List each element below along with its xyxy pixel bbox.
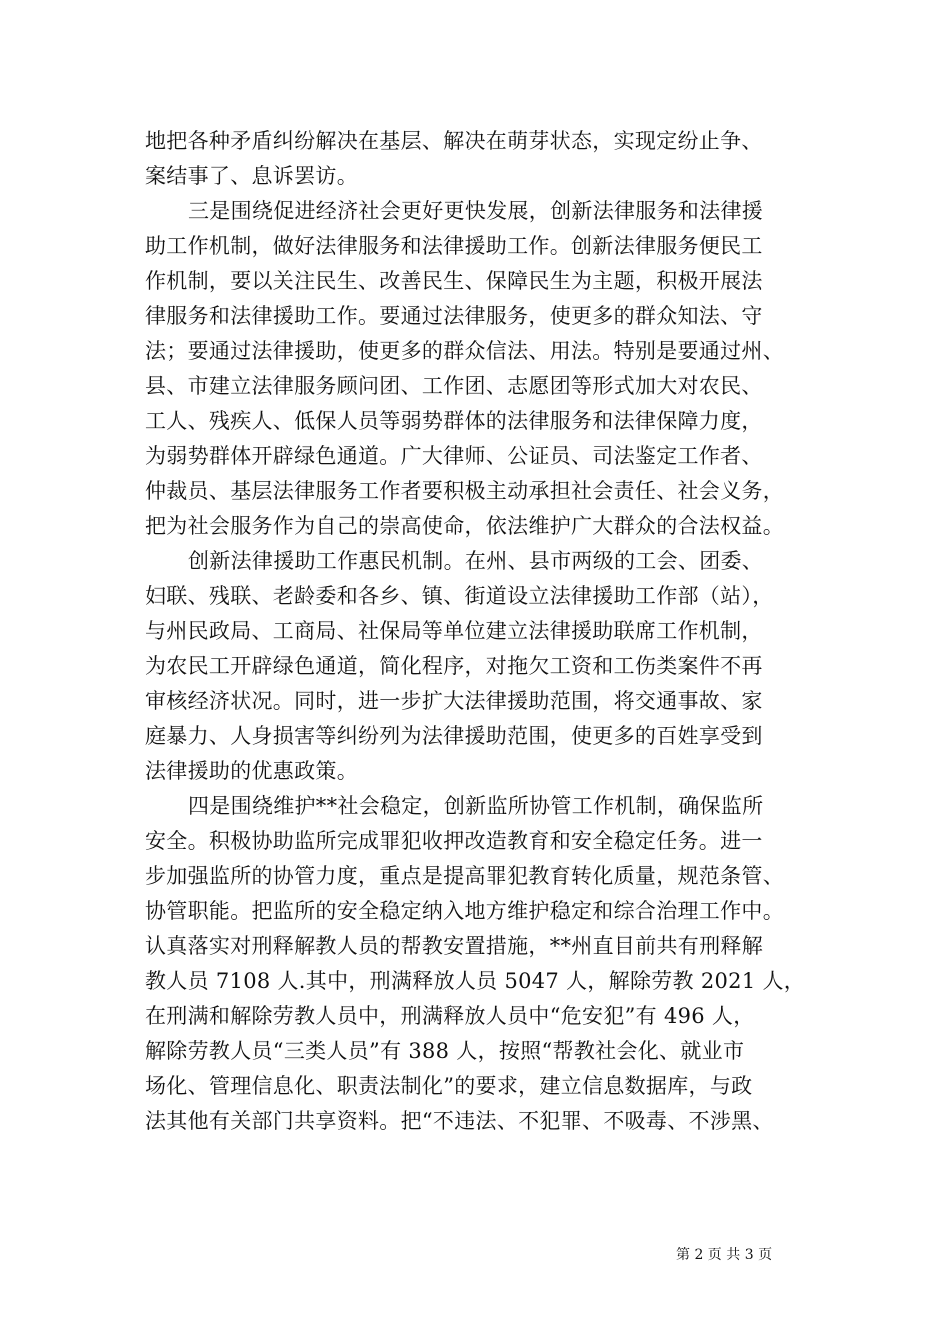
text-line: 助工作机制，做好法律服务和法律援助工作。创新法律服务便民工 bbox=[145, 234, 763, 258]
text-line: 在刑满和解除劳教人员中，刑满释放人员中“危安犯”有 496 人， bbox=[145, 1004, 755, 1028]
text-line: 与州民政局、工商局、社保局等单位建立法律援助联席工作机制， bbox=[145, 619, 763, 643]
text-line: 律服务和法律援助工作。要通过法律服务，使更多的群众知法、守 bbox=[145, 304, 763, 328]
paragraph-start-line: 创新法律援助工作惠民机制。在州、县市两级的工会、团委、 bbox=[188, 549, 764, 573]
text-line: 仲裁员、基层法律服务工作者要积极主动承担社会责任、社会义务， bbox=[145, 479, 784, 503]
text-line: 庭暴力、人身损害等纠纷列为法律援助范围，使更多的百姓享受到 bbox=[145, 724, 763, 748]
text-line: 法其他有关部门共享资料。把“不违法、不犯罪、不吸毒、不涉黑、 bbox=[145, 1109, 774, 1133]
text-line: 地把各种矛盾纠纷解决在基层、解决在萌芽状态，实现定纷止争、 bbox=[145, 129, 763, 153]
text-line: 把为社会服务作为自己的崇高使命，依法维护广大群众的合法权益。 bbox=[145, 514, 784, 538]
text-line: 工人、残疾人、低保人员等弱势群体的法律服务和法律保障力度， bbox=[145, 409, 763, 433]
text-line: 法律援助的优惠政策。 bbox=[145, 759, 358, 783]
paragraph-start-line: 四是围绕维护**社会稳定，创新监所协管工作机制，确保监所 bbox=[188, 794, 764, 818]
text-line: 法；要通过法律援助，使更多的群众信法、用法。特别是要通过州、 bbox=[145, 339, 784, 363]
text-line: 妇联、残联、老龄委和各乡、镇、街道设立法律援助工作部（站）， bbox=[145, 584, 774, 608]
text-line: 为农民工开辟绿色通道，简化程序，对拖欠工资和工伤类案件不再 bbox=[145, 654, 763, 678]
text-line: 县、市建立法律服务顾问团、工作团、志愿团等形式加大对农民、 bbox=[145, 374, 763, 398]
text-line: 审核经济状况。同时，进一步扩大法律援助范围，将交通事故、家 bbox=[145, 689, 763, 713]
text-line: 认真落实对刑释解教人员的帮教安置措施，**州直目前共有刑释解 bbox=[145, 934, 763, 958]
text-line: 案结事了、息诉罢访。 bbox=[145, 164, 358, 188]
text-line: 步加强监所的协管力度，重点是提高罪犯教育转化质量，规范条管、 bbox=[145, 864, 784, 888]
text-line: 为弱势群体开辟绿色通道。广大律师、公证员、司法鉴定工作者、 bbox=[145, 444, 763, 468]
text-line: 场化、管理信息化、职责法制化”的要求，建立信息数据库，与政 bbox=[145, 1074, 753, 1098]
paragraph-start-line: 三是围绕促进经济社会更好更快发展，创新法律服务和法律援 bbox=[188, 199, 764, 223]
page-number-footer: 第 2 页 共 3 页 bbox=[676, 1247, 773, 1263]
text-line: 教人员 7108 人.其中，刑满释放人员 5047 人，解除劳教 2021 人， bbox=[145, 969, 806, 993]
text-line: 安全。积极协助监所完成罪犯收押改造教育和安全稳定任务。进一 bbox=[145, 829, 763, 853]
text-line: 解除劳教人员“三类人员”有 388 人，按照“帮教社会化、就业市 bbox=[145, 1039, 745, 1063]
text-line: 作机制，要以关注民生、改善民生、保障民生为主题，积极开展法 bbox=[145, 269, 763, 293]
text-line: 协管职能。把监所的安全稳定纳入地方维护稳定和综合治理工作中。 bbox=[145, 899, 784, 923]
